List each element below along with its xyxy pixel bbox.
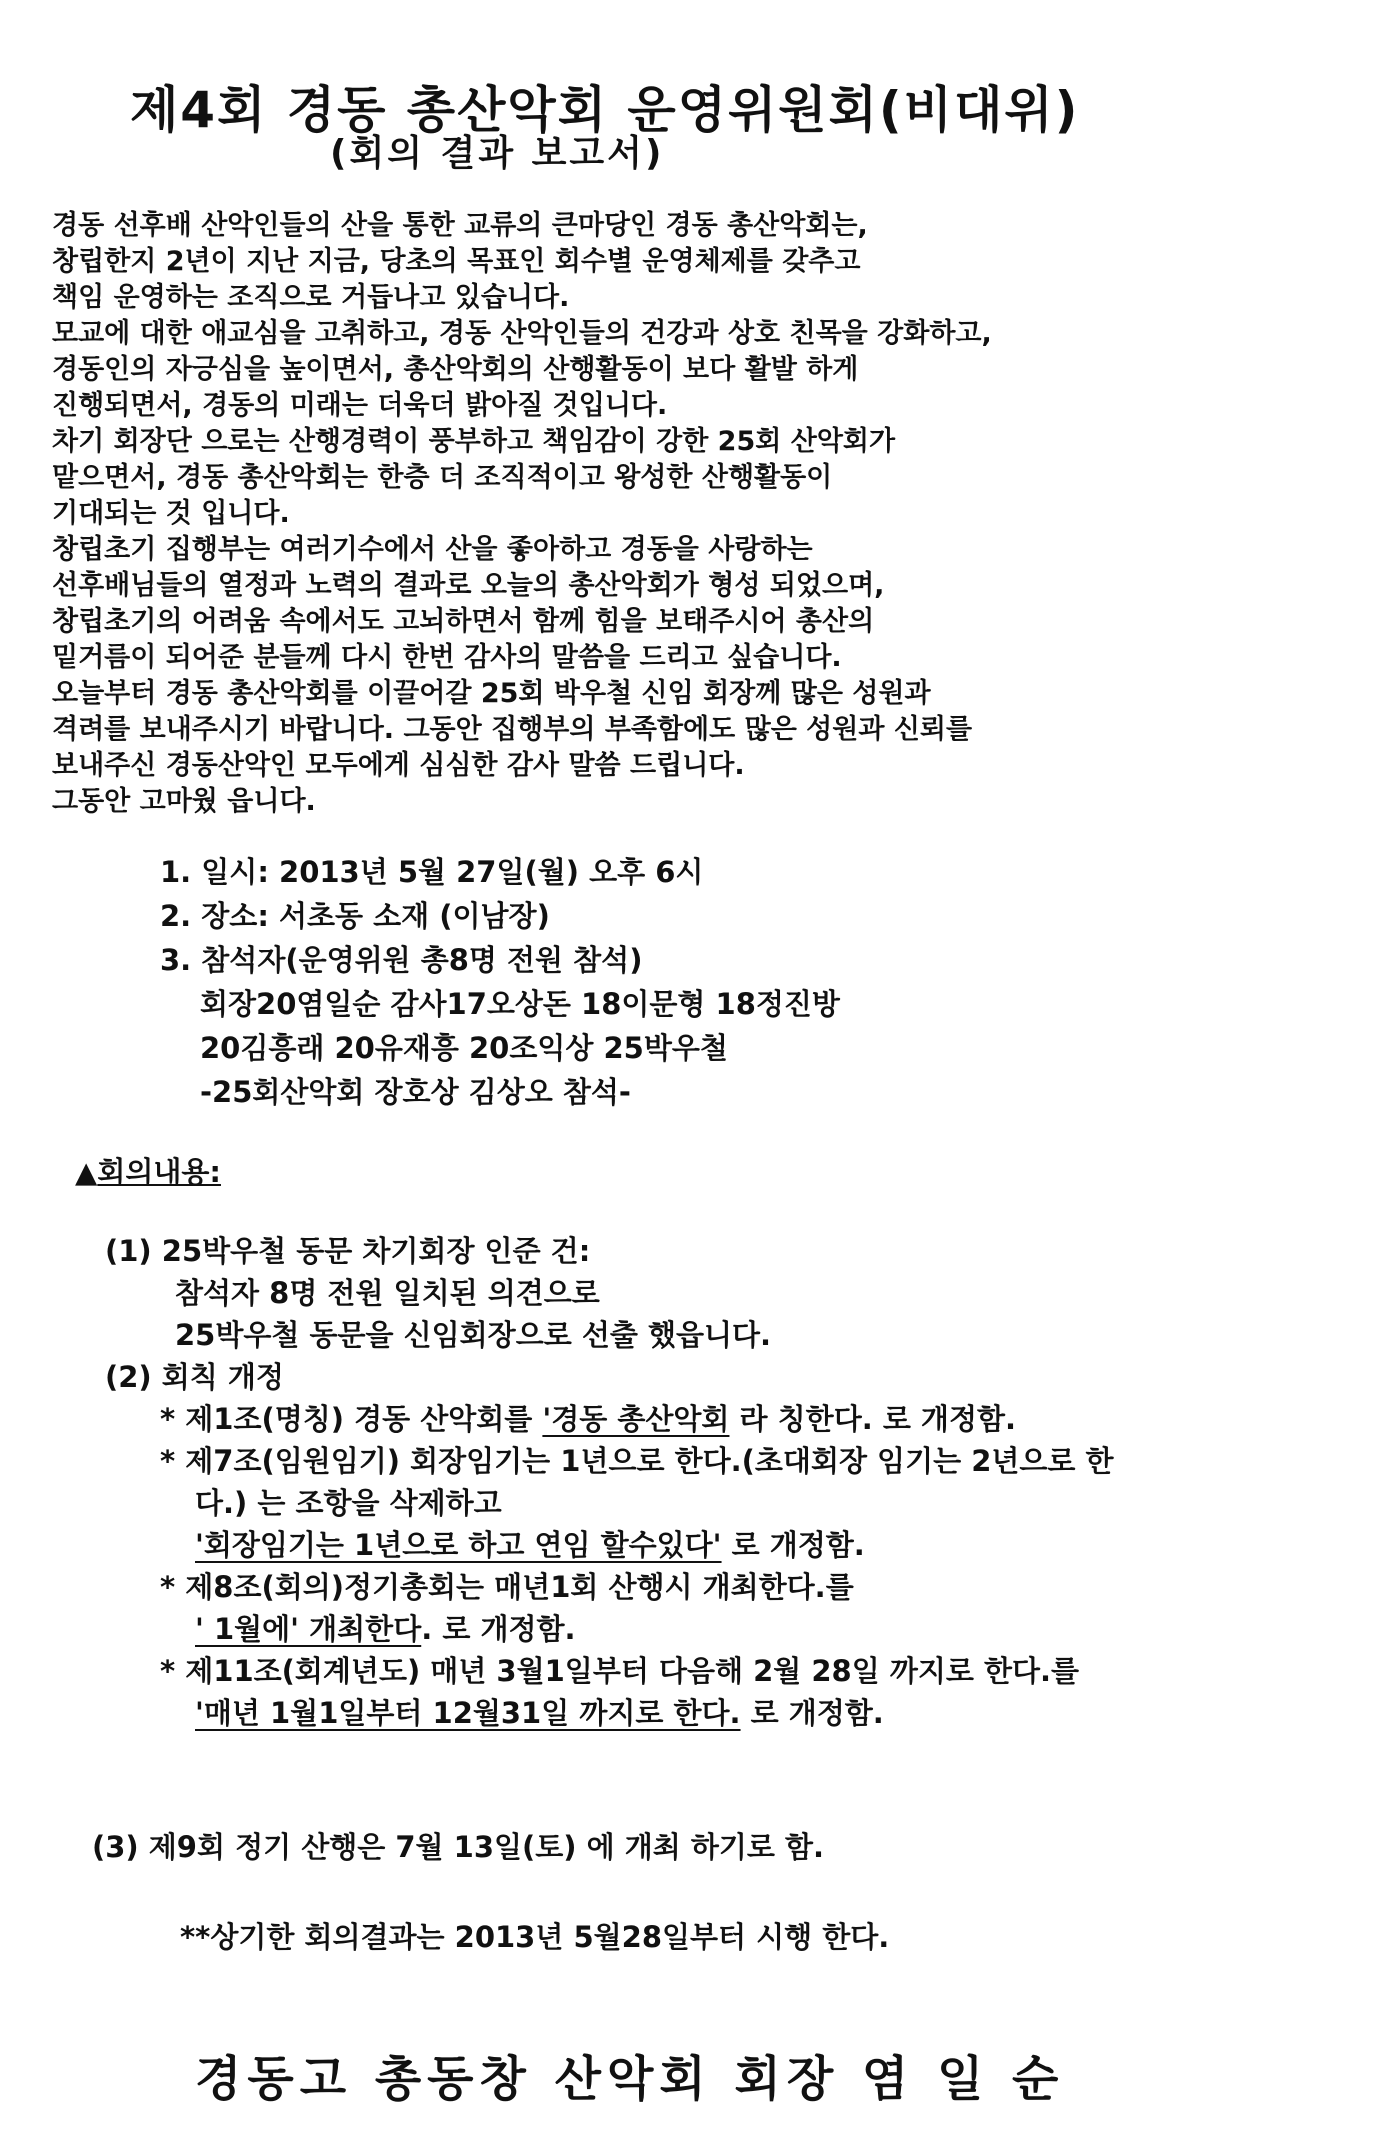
rule-text: . 로 개정함. xyxy=(421,1612,576,1646)
rule-amendment-4: * 제11조(회계년도) 매년 3월1일부터 다음해 2월 28일 까지로 한다.를 xyxy=(160,1654,1080,1688)
intro-line: 맡으면서, 경동 총산악회는 한층 더 조직적이고 왕성한 산행활동이 xyxy=(52,462,833,493)
rule-text: 로 개정함. xyxy=(740,1696,884,1730)
rule-text: * 제1조(명칭) 경동 산악회를 xyxy=(160,1402,543,1436)
attendees-line: 회장20염일순 감사17오상돈 18이문형 18정진방 xyxy=(200,987,840,1021)
intro-line: 보내주신 경동산악인 모두에게 심심한 감사 말씀 드립니다. xyxy=(52,750,745,781)
rule-amendment-1 xyxy=(105,1398,1375,1440)
signature-line: 경동고 총동창 산악회 회장 염 일 순 xyxy=(195,2051,1065,2107)
agenda-item-1-line: 참석자 8명 전원 일치된 의견으로 xyxy=(175,1276,600,1310)
rule-underlined-text: '회장임기는 1년으로 하고 연임 할수있다' xyxy=(195,1528,722,1562)
rule-amendment-2: * 제7조(임원임기) 회장임기는 1년으로 한다.(초대회장 임기는 2년으로 한 xyxy=(160,1444,1114,1478)
intro-line: 모교에 대한 애교심을 고취하고, 경동 산악인들의 건강과 상호 친목을 강화하고, xyxy=(52,318,992,349)
intro-line: 창립한지 2년이 지난 지금, 당초의 목표인 회수별 운영체제를 갖추고 xyxy=(52,246,861,277)
document-title: 제4회 경동 총산악회 운영위원회(비대위) xyxy=(130,81,1080,139)
intro-line: 선후배님들의 열정과 노력의 결과로 오늘의 총산악회가 형성 되었으며, xyxy=(52,570,885,601)
agenda-list xyxy=(105,1230,1375,1734)
rule-amendment-4-new xyxy=(105,1692,1375,1734)
effective-date-note: **상기한 회의결과는 2013년 5월28일부터 시행 한다. xyxy=(180,1920,890,1954)
rule-amendment-2-cont: 다.) 는 조항을 삭제하고 xyxy=(195,1486,502,1520)
intro-line: 창립초기 집행부는 여러기수에서 산을 좋아하고 경동을 사랑하는 xyxy=(52,534,813,565)
attendees-guest-line: -25회산악회 장호상 김상오 참석- xyxy=(200,1075,631,1109)
meeting-date: 1. 일시: 2013년 5월 27일(월) 오후 6시 xyxy=(160,855,704,889)
rule-amendment-2-new xyxy=(105,1524,1375,1566)
rule-amendment-3-new xyxy=(105,1608,1375,1650)
rule-underlined-text: ' 1월에' 개최한다 xyxy=(195,1612,422,1646)
intro-line: 격려를 보내주시기 바랍니다. 그동안 집행부의 부족함에도 많은 성원과 신뢰를 xyxy=(52,714,973,745)
agenda-item-3: (3) 제9회 정기 산행은 7월 13일(토) 에 개최 하기로 함. xyxy=(92,1830,825,1864)
rule-text: 라 칭한다. 로 개정함. xyxy=(729,1402,1016,1436)
intro-line: 밑거름이 되어준 분들께 다시 한번 감사의 말씀을 드리고 싶습니다. xyxy=(52,642,842,673)
agenda-item-2-title: (2) 회칙 개정 xyxy=(105,1360,284,1394)
agenda-item-1-title: (1) 25박우철 동문 차기회장 인준 건: xyxy=(105,1234,591,1268)
intro-line: 진행되면서, 경동의 미래는 더욱더 밝아질 것입니다. xyxy=(52,390,668,421)
rule-amendment-3: * 제8조(회의)정기총회는 매년1회 산행시 개최한다.를 xyxy=(160,1570,854,1604)
attendees-title: 3. 참석자(운영위원 총8명 전원 참석) xyxy=(160,943,643,977)
intro-line: 그동안 고마웠 읍니다. xyxy=(52,786,316,817)
intro-line: 기대되는 것 입니다. xyxy=(52,498,290,529)
intro-line: 경동인의 자긍심을 높이면서, 총산악회의 산행활동이 보다 활발 하게 xyxy=(52,354,859,385)
document-subtitle: (회의 결과 보고서) xyxy=(330,133,665,174)
agenda-heading xyxy=(75,1150,221,1191)
rule-underlined-text: '매년 1월1일부터 12월31일 까지로 한다. xyxy=(195,1696,741,1730)
agenda-item-1-line: 25박우철 동문을 신임회장으로 선출 했읍니다. xyxy=(175,1318,772,1352)
intro-line: 창립초기의 어려움 속에서도 고뇌하면서 함께 힘을 보태주시어 총산의 xyxy=(52,606,875,637)
rule-text: 로 개정함. xyxy=(721,1528,865,1562)
intro-line: 경동 선후배 산악인들의 산을 통한 교류의 큰마당인 경동 총산악회는, xyxy=(52,210,868,241)
triangle-marker-icon: ▲ xyxy=(75,1155,98,1189)
attendees-line: 20김흥래 20유재흥 20조익상 25박우철 xyxy=(200,1031,728,1065)
rule-underlined-text: '경동 총산악회 xyxy=(542,1402,730,1436)
meeting-info xyxy=(160,850,840,1114)
intro-line: 차기 회장단 으로는 산행경력이 풍부하고 책임감이 강한 25회 산악회가 xyxy=(52,426,896,457)
agenda-heading-text: 회의내용: xyxy=(97,1155,221,1189)
intro-line: 책임 운영하는 조직으로 거듭나고 있습니다. xyxy=(52,282,570,313)
intro-paragraph xyxy=(52,208,1372,820)
intro-line: 오늘부터 경동 총산악회를 이끌어갈 25회 박우철 신임 회장께 많은 성원과 xyxy=(52,678,931,709)
meeting-place: 2. 장소: 서초동 소재 (이남장) xyxy=(160,899,550,933)
